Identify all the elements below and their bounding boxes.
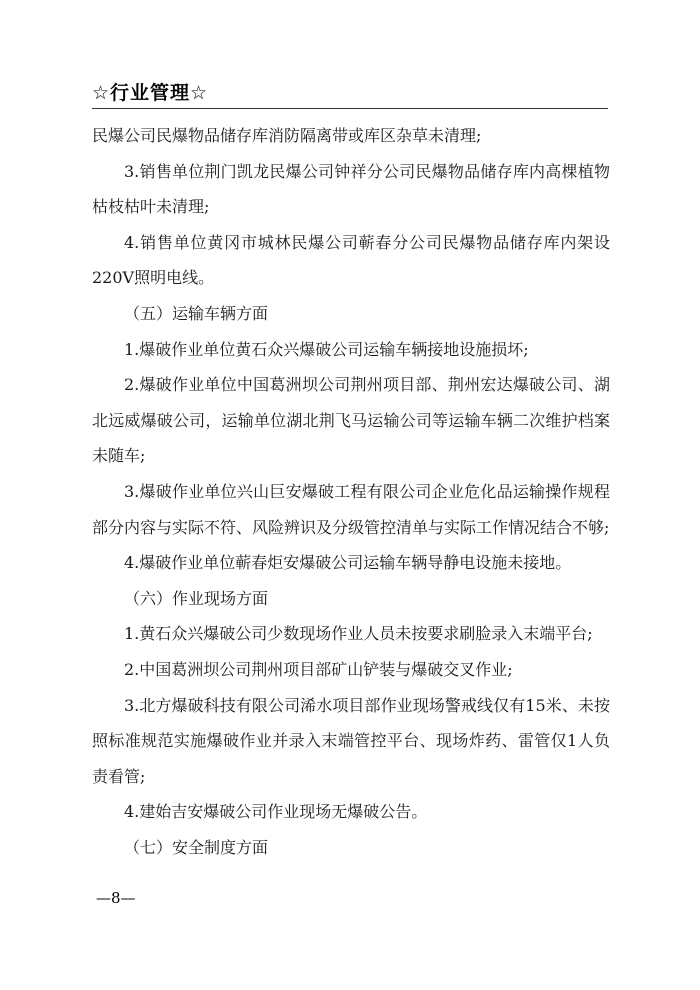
paragraph: 1.黄石众兴爆破公司少数现场作业人员未按要求刷脸录入末端平台; [124, 624, 593, 644]
page-header [92, 78, 608, 105]
paragraph: （七）安全制度方面 [124, 837, 269, 857]
paragraph: 1.爆破作业单位黄石众兴爆破公司运输车辆接地设施损坏; [124, 339, 529, 359]
paragraph: 民爆公司民爆物品储存库消防隔离带或库区杂草未清理; [92, 126, 482, 145]
paragraph: 3.北方爆破科技有限公司浠水项目部作业现场警戒线仅有15米、未按照标准规范实施爆破作业并录入末端管控平台、现场炸药、雷管仅1人负责看管; [92, 695, 610, 786]
section-title: ☆行业管理☆ [92, 82, 209, 104]
document-body [92, 118, 610, 865]
paragraph: 4.建始吉安爆破公司作业现场无爆破公告。 [124, 802, 428, 822]
paragraph: 3.销售单位荆门凯龙民爆公司钟祥分公司民爆物品储存库内高棵植物枯枝枯叶未清理; [92, 161, 610, 217]
paragraph: 2.中国葛洲坝公司荆州项目部矿山铲装与爆破交叉作业; [124, 659, 513, 679]
paragraph: （五）运输车辆方面 [124, 303, 269, 323]
page-number: —8— [96, 889, 136, 907]
paragraph: （六）作业现场方面 [124, 588, 269, 608]
header-divider [92, 108, 608, 109]
paragraph: 4.爆破作业单位蕲春炬安爆破公司运输车辆导静电设施未接地。 [124, 553, 572, 573]
paragraph: 2.爆破作业单位中国葛洲坝公司荆州项目部、荆州宏达爆破公司、湖北远威爆破公司，运输单位湖北荆飞马运输公司等运输车辆二次维护档案未随车; [92, 375, 610, 466]
paragraph: 3.爆破作业单位兴山巨安爆破工程有限公司企业危化品运输操作规程部分内容与实际不符、风险辨识及分级管控清单与实际工作情况结合不够; [92, 481, 610, 537]
paragraph: 4.销售单位黄冈市城林民爆公司蕲春分公司民爆物品储存库内架设220V照明电线。 [92, 232, 610, 288]
